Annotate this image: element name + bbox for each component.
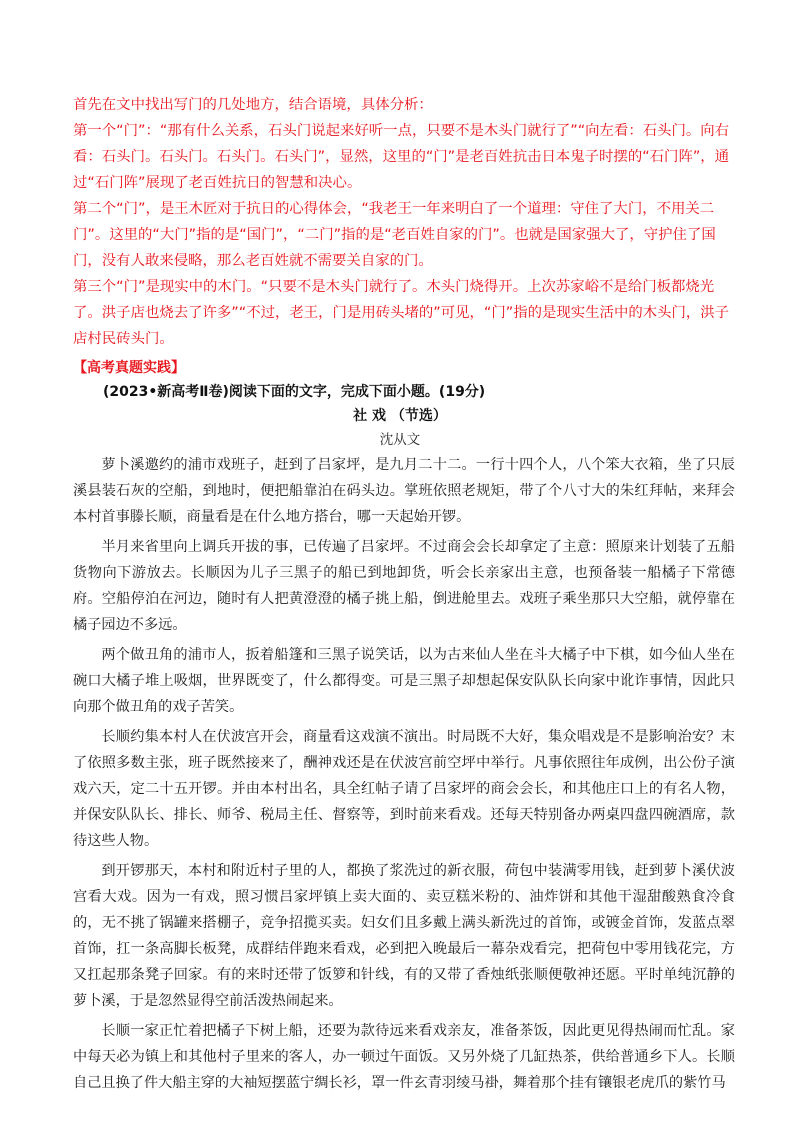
analysis-line: 第二个“门”，是王木匠对于抗日的心得体会，“我老王一年来明白了一个道理：守住了大门，不用关二门”。这里的“大门”指的是“国门”，“二门”指的是“老百姓自家的门”。也就是国家强大了，守护住了国门，没有人敢来侵略，那么老百姓就不需要关自家的门。 <box>73 201 716 269</box>
article-paragraph: 到开锣那天，本村和附近村子里的人，都换了浆洗过的新衣服，荷包中装满零用钱，赶到萝卜溪伏波宫看大戏。因为一有戏，照习惯吕家坪镇上卖大面的、卖豆糕米粉的、油炸饼和其他干湿甜酸熟食冷食的，无不挑了锅罐来搭棚子，竞争招揽买卖。妇女们且多戴上满头新洗过的首饰，或镀金首饰，发蓝点翠首饰，扛一条高脚长板凳，成群结伴跑来看戏，必到把入晚最后一幕杂戏看完，把荷包中零用钱花完，方又扛起那条凳子回家。有的来时还带了饭箩和针线，有的又带了香烛纸张顺便敬神还愿。平时单纯沉静的萝卜溪，于是忽然显得空前活泼热闹起来。 <box>73 863 735 1009</box>
analysis-line: 第一个“门”：“那有什么关系，石头门说起来好听一点，只要不是木头门就行了”“向左看：石头门。向右看：石头门。石头门。石头门。石头门”，显然，这里的“门”是老百姓抗击日本鬼子时摆的“石门阵”，通过“石门阵”展现了老百姓抗日的智慧和决心。 <box>73 123 730 191</box>
section-tag: 【高考真题实践】 <box>73 360 185 376</box>
article-title: 社 戏 （节选） <box>353 408 447 424</box>
article-paragraph: 两个做丑角的浦市人，扳着船篷和三黑子说笑话，以为古来仙人坐在斗大橘子中下棋，如今仙人坐在碗口大橘子堆上吸烟，世界既变了，什么都得变。可是三黑子却想起保安队队长向家中讹诈事情，因此只向那个做丑角的戏子苦笑。 <box>73 647 735 715</box>
article-paragraph: 长顺约集本村人在伏波宫开会，商量看这戏演不演出。时局既不大好，集众唱戏是不是影响治安？末了依照多数主张，班子既然接来了，酬神戏还是在伏波宫前空坪中举行。凡事依照往年成例，出公份子演戏六天，定二十五开锣。并由本村出名，具全红帖子请了吕家坪的商会会长，和其他庄口上的有名人物，并保安队队长、排长、师爷、税局主任、督察等，到时前来看戏。还每天特别备办两桌四盘四碗酒席，款待这些人物。 <box>73 729 735 849</box>
analysis-line: 第三个“门”是现实中的木门。“只要不是木头门就行了。木头门烧得开。上次苏家峪不是给门板都烧光了。洪子店也烧去了许多”“不过，老王，门是用砖头堵的”可见，“门”指的是现实生活中的木头门，洪子店村民砖头门。 <box>73 279 730 347</box>
article-paragraph: 半月来省里向上调兵开拔的事，已传遍了吕家坪。不过商会会长却拿定了主意：照原来计划装了五船货物向下游放去。长顺因为儿子三黑子的船已到地卸货，听会长亲家出主意，也预备装一船橘子下常德府。空船停泊在河边，随时有人把黄澄澄的橘子挑上船，倒进舱里去。戏班子乘坐那只大空船，就停靠在橘子园边不多远。 <box>73 539 735 633</box>
analysis-line: 首先在文中找出写门的几处地方，结合语境，具体分析： <box>73 97 433 113</box>
article-paragraph: 萝卜溪邀约的浦市戏班子，赶到了吕家坪，是九月二十二。一行十四个人，八个笨大衣箱，坐了只辰溪县装石灰的空船，到地时，便把船靠泊在码头边。掌班依照老规矩，带了个八寸大的朱红拜帖，来拜会本村首事滕长顺，商量看是在什么地方搭台，哪一天起始开锣。 <box>73 457 735 525</box>
article-author: 沈从文 <box>379 432 421 448</box>
answer-analysis <box>73 92 733 352</box>
article-body <box>73 452 735 1100</box>
article-paragraph: 长顺一家正忙着把橘子下树上船，还要为款待远来看戏亲友，准备茶饭，因此更见得热闹而忙乱。家中每天必为镇上和其他村子里来的客人，办一顿过午面饭。又另外烧了几缸热茶，供给普通乡下人。长顺自己且换了件大船主穿的大袖短摆蓝宁绸长衫，罩一件玄青羽绫马褂，舞着那个挂有镶银老虎爪的紫竹马 <box>73 1023 735 1091</box>
question-header: (2023•新高考Ⅱ卷)阅读下面的文字，完成下面小题。(19分) <box>103 384 486 400</box>
